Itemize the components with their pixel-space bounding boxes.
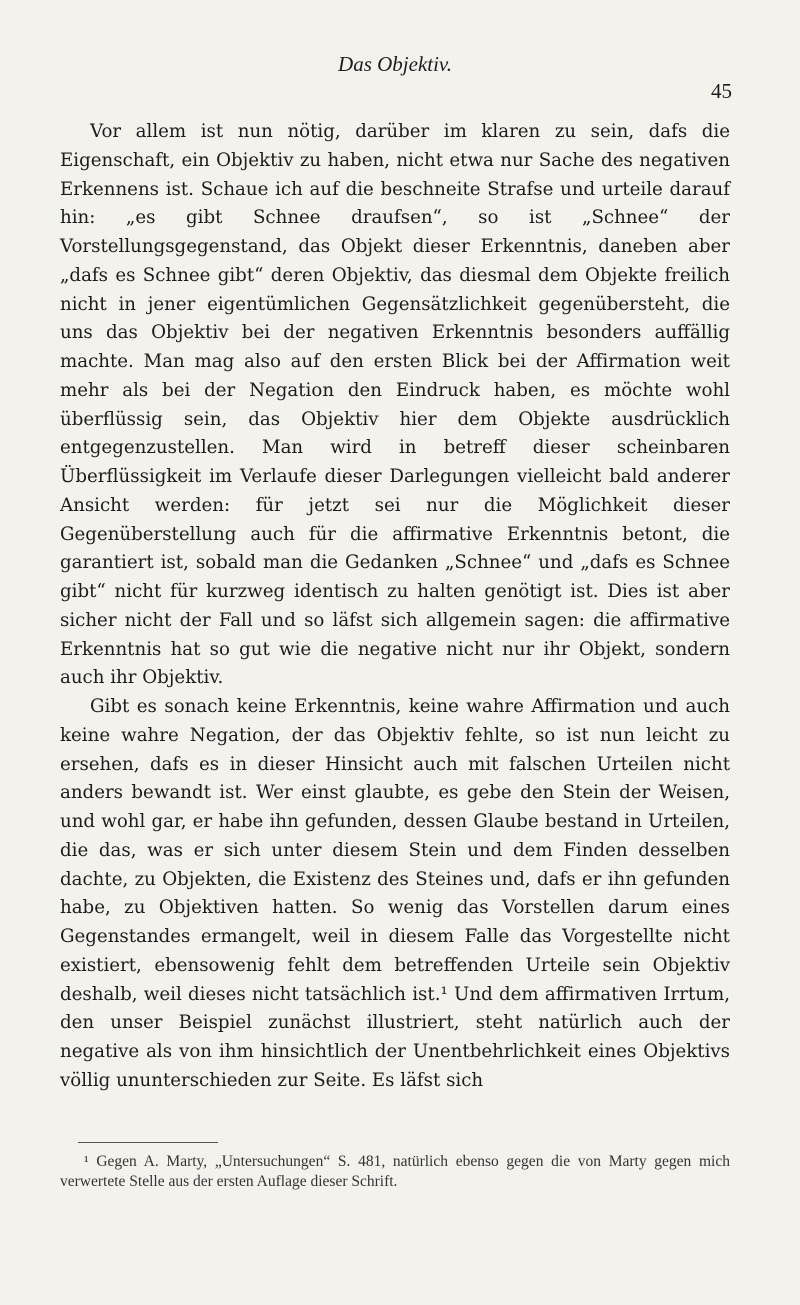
body-text: [60, 118, 730, 1096]
running-head: [60, 44, 732, 103]
page-number: 45: [711, 79, 732, 103]
footnote: ¹ Gegen A. Marty, „Untersuchungen“ S. 481, natürlich ebenso gegen die von Marty gegen mich verwertete Stelle aus der ersten Auflage dieser Schrift.: [60, 1153, 730, 1190]
paragraph-2: Gibt es sonach keine Erkenntnis, keine wahre Affirmation und auch keine wahre Negation, der das Objektiv fehlte, so ist nun leicht zu ersehen, dafs es in dieser Hinsicht auch mit falschen Urteilen nicht anders bewandt ist. Wer einst glaubte, es gebe den Stein der Weisen, und wohl gar, er habe ihn gefunden, dessen Glaube bestand in Urteilen, die das, was er sich unter diesem Stein und dem Finden desselben dachte, zu Objekten, die Existenz des Steines und, dafs er ihn gefunden habe, zu Objektiven hatten. So wenig das Vorstellen darum eines Gegenstandes ermangelt, weil in diesem Falle das Vorgestellte nicht existiert, ebensowenig fehlt dem betreffenden Urteile sein Objektiv deshalb, weil dieses nicht tatsächlich ist.¹ Und dem affirmativen Irrtum, den unser Beispiel zunächst illustriert, steht natürlich auch der negative als von ihm hinsichtlich der Unentbehrlichkeit eines Objektivs völlig ununterschieden zur Seite. Es läfst sich: [60, 696, 730, 1091]
paragraph-1: Vor allem ist nun nötig, darüber im klaren zu sein, dafs die Eigenschaft, ein Objektiv zu haben, nicht etwa nur Sache des negativen Erkennens ist. Schaue ich auf die beschneite Strafse und urteile darauf hin: „es gibt Schnee draufsen“, so ist „Schnee“ der Vorstellungsgegenstand, das Objekt dieser Erkenntnis, daneben aber „dafs es Schnee gibt“ deren Objektiv, das diesmal dem Objekte freilich nicht in jener eigentümlichen Gegensätzlichkeit gegenübersteht, die uns das Objektiv bei der negativen Erkenntnis besonders auffällig machte. Man mag also auf den ersten Blick bei der Affirmation weit mehr als bei der Negation den Eindruck haben, es möchte wohl überflüssig sein, das Objektiv hier dem Objekte ausdrücklich entgegenzustellen. Man wird in betreff dieser scheinbaren Überflüssigkeit im Verlaufe dieser Darlegungen vielleicht bald anderer Ansicht werden: für jetzt sei nur die Möglichkeit dieser Gegenüberstellung auch für die affirmative Erkenntnis betont, die garantiert ist, sobald man die Gedanken „Schnee“ und „dafs es Schnee gibt“ nicht für kurzweg identisch zu halten genötigt ist. Dies ist aber sicher nicht der Fall und so läfst sich allgemein sagen: die affirmative Erkenntnis hat so gut wie die negative nicht nur ihr Objekt, sondern auch ihr Objektiv.: [60, 121, 730, 689]
footnote-divider: [78, 1142, 218, 1143]
running-title: Das Objektiv.: [338, 52, 452, 76]
